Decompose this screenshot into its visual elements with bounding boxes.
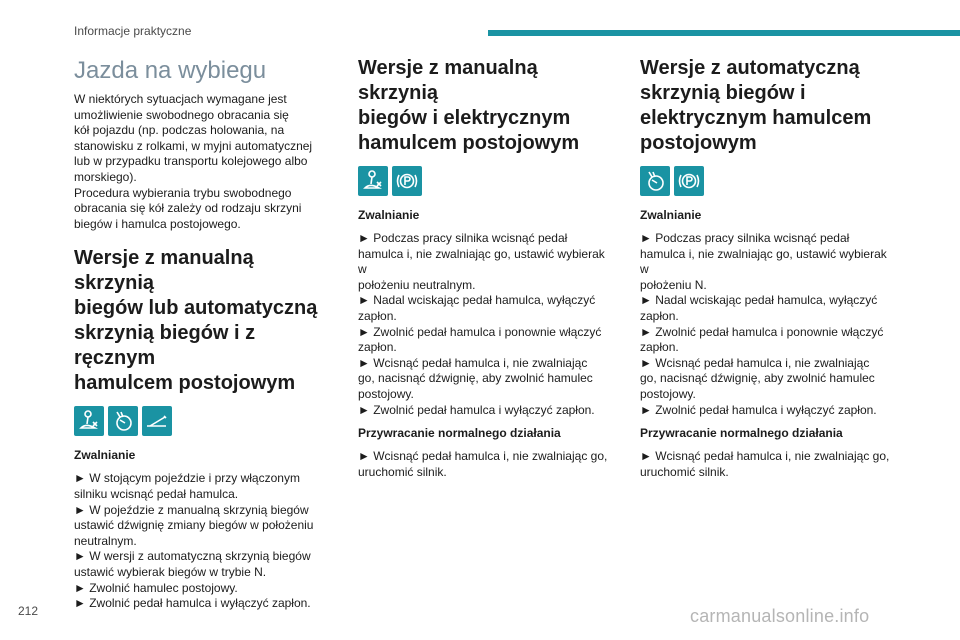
intro-line: lub w przypadku transportu kolejowego albo xyxy=(74,154,308,169)
step-line: ► Zwolnić hamulec postojowy. xyxy=(74,580,238,595)
step-line: hamulca i, nie zwalniając go, ustawić wybierak w xyxy=(358,246,605,277)
manual-gearbox-icon xyxy=(74,406,104,436)
section-title-auto-electric-brake xyxy=(640,56,890,156)
restore-steps xyxy=(358,449,608,480)
intro-line: umożliwienie swobodnego obracania się xyxy=(74,107,289,122)
step-line: postojowy. xyxy=(640,386,696,401)
step-line: ► Zwolnić pedał hamulca i wyłączyć zapłon. xyxy=(74,596,311,611)
step-line: ustawić wybierak biegów w trybie N. xyxy=(74,564,267,579)
section-title-line: skrzynią biegów i z ręcznym xyxy=(74,322,256,370)
step-line: zapłon. xyxy=(358,340,397,355)
watermark: carmanualsonline.info xyxy=(690,606,870,626)
step-line: postojowy. xyxy=(358,386,414,401)
subtitle-restore: Przywracanie normalnego działania xyxy=(358,426,561,441)
step-line: ► W wersji z automatyczną skrzynią biegów xyxy=(74,549,311,564)
step-line: ► Zwolnić pedał hamulca i wyłączyć zapłon. xyxy=(358,402,595,417)
intro-line: morskiego). xyxy=(74,169,137,184)
step-line: ► Nadal wciskając pedał hamulca, wyłączyć xyxy=(640,293,878,308)
intro-line: kół pojazdu (np. podczas holowania, na xyxy=(74,123,285,138)
section-title-line: Wersje z manualną skrzynią xyxy=(358,57,538,104)
step-line: ► Wcisnąć pedał hamulca i, nie zwalniając go, xyxy=(358,449,608,464)
column-1 xyxy=(74,56,324,612)
restore-steps xyxy=(640,449,890,480)
intro-line: obracania się kół zależy od rodzaju skrzyni xyxy=(74,201,302,216)
step-line: ► Wcisnąć pedał hamulca i, nie zwalniając xyxy=(358,355,588,370)
intro-line: biegów i hamulca postojowego. xyxy=(74,216,241,231)
manual-parking-brake-icon xyxy=(142,406,172,436)
subtitle-release: Zwalnianie xyxy=(640,208,702,222)
header-accent-bar xyxy=(488,30,960,36)
step-line: go, nacisnąć dźwignię, aby zwolnić hamulec xyxy=(640,371,875,386)
section-title-line: elektrycznym hamulcem xyxy=(640,107,872,129)
step-line: ► Zwolnić pedał hamulca i ponownie włączyć xyxy=(358,324,602,339)
release-steps xyxy=(358,231,608,418)
step-line: ► Podczas pracy silnika wcisnąć pedał xyxy=(358,231,568,245)
step-line: położeniu neutralnym. xyxy=(358,277,476,292)
section-title-line: biegów lub automatyczną xyxy=(74,297,318,320)
step-line: ► W pojeździe z manualną skrzynią biegów xyxy=(74,502,309,517)
step-line: go, nacisnąć dźwignię, aby zwolnić hamulec xyxy=(358,371,593,386)
step-line: zapłon. xyxy=(640,340,679,355)
electric-parking-brake-icon xyxy=(674,166,704,196)
step-line: ► W stojącym pojeździe i przy włączonym xyxy=(74,471,300,486)
release-steps xyxy=(640,231,890,418)
section-title-line: skrzynią biegów i xyxy=(640,82,806,104)
section-title-manual-or-auto-hand-brake xyxy=(74,246,324,396)
step-line: zapłon. xyxy=(358,308,397,323)
manual-gearbox-icon xyxy=(358,166,388,196)
intro-line: Procedura wybierania trybu swobodnego xyxy=(74,185,292,200)
page-title: Jazda na wybiegu xyxy=(74,57,267,84)
subtitle-release: Zwalnianie xyxy=(74,448,136,463)
step-line: uruchomić silnik. xyxy=(358,464,447,479)
step-line: ► Zwolnić pedał hamulca i ponownie włączyć xyxy=(640,324,884,339)
intro-line: stanowisku z rolkami, w myjni automatycznej xyxy=(74,138,313,153)
icon-row xyxy=(640,166,890,196)
electric-parking-brake-icon xyxy=(392,166,422,196)
automatic-gearbox-icon xyxy=(640,166,670,196)
running-header: Informacje praktyczne xyxy=(74,24,192,38)
step-line: hamulca i, nie zwalniając go, ustawić wybierak w xyxy=(640,246,887,277)
section-title-manual-electric-brake xyxy=(358,56,608,156)
step-line: ► Zwolnić pedał hamulca i wyłączyć zapłon. xyxy=(640,402,877,417)
icon-row xyxy=(74,406,324,436)
step-line: uruchomić silnik. xyxy=(640,464,729,479)
step-line: położeniu N. xyxy=(640,277,707,292)
intro-line: W niektórych sytuacjach wymagane jest xyxy=(74,92,287,106)
section-title-line: postojowym xyxy=(640,132,757,154)
step-line: ► Nadal wciskając pedał hamulca, wyłączyć xyxy=(358,293,596,308)
subtitle-restore: Przywracanie normalnego działania xyxy=(640,426,843,441)
section-title-line: Wersje z manualną skrzynią xyxy=(74,247,254,295)
step-line: silniku wcisnąć pedał hamulca. xyxy=(74,486,239,501)
intro-paragraph xyxy=(74,92,324,232)
section-title-line: hamulcem postojowym xyxy=(74,372,296,395)
release-steps xyxy=(74,471,324,611)
step-line: ► Wcisnąć pedał hamulca i, nie zwalniając go, xyxy=(640,449,890,464)
step-line: zapłon. xyxy=(640,308,679,323)
subtitle-release: Zwalnianie xyxy=(358,208,420,222)
column-2 xyxy=(358,56,608,480)
step-line: ► Podczas pracy silnika wcisnąć pedał xyxy=(640,231,850,245)
section-title-line: hamulcem postojowym xyxy=(358,132,580,154)
column-3 xyxy=(640,56,890,480)
section-title-line: biegów i elektrycznym xyxy=(358,107,571,129)
section-title-line: Wersje z automatyczną xyxy=(640,57,860,79)
step-line: neutralnym. xyxy=(74,533,137,548)
page-number: 212 xyxy=(18,604,39,618)
step-line: ► Wcisnąć pedał hamulca i, nie zwalniając xyxy=(640,355,870,370)
automatic-gearbox-icon xyxy=(108,406,138,436)
icon-row xyxy=(358,166,608,196)
step-line: ustawić dźwignię zmiany biegów w położeniu xyxy=(74,518,314,533)
